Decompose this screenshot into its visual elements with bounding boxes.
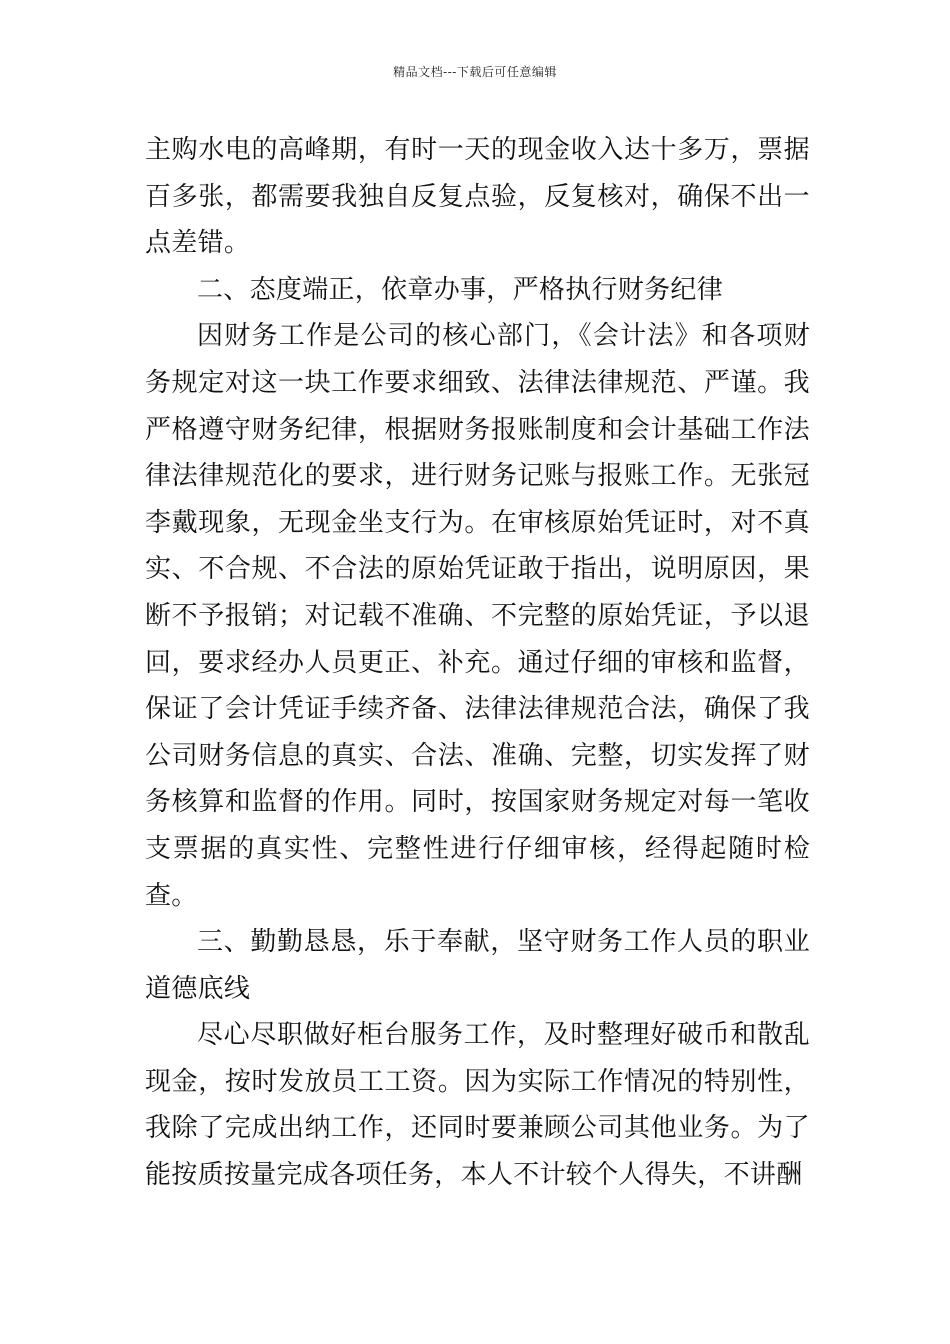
body-paragraph: 尽心尽职做好柜台服务工作，及时整理好破币和散乱现金，按时发放员工工资。因为实际工作情况的特别性，我除了完成出纳工作，还同时要兼顾公司其他业务。为了能按质按量完成各项任务，本人不计较个人得失，不讲酬 bbox=[145, 1020, 810, 1191]
section-heading: 三、勤勤恳恳，乐于奉献，坚守财务工作人员的职业道德底线 bbox=[145, 927, 810, 1004]
body-paragraph: 因财务工作是公司的核心部门，《会计法》和各项财务规定对这一块工作要求细致、法律法律规范、严谨。我严格遵守财务纪律，根据财务报账制度和会计基础工作法律法律规范化的要求，进行财务记账与报账工作。无张冠李戴现象，无现金坐支行为。在审核原始凭证时，对不真实、不合规、不合法的原始凭证敢于指出，说明原因，果断不予报销；对记载不准确、不完整的原始凭证，予以退回，要求经办人员更正、补充。通过仔细的审核和监督，保证了会计凭证手续齐备、法律法律规范合法，确保了我公司财务信息的真实、合法、准确、完整，切实发挥了财务核算和监督的作用。同时，按国家财务规定对每一笔收支票据的真实性、完整性进行仔细审核，经得起随时检查。 bbox=[145, 321, 810, 911]
document-body bbox=[145, 127, 810, 1199]
body-paragraph: 主购水电的高峰期，有时一天的现金收入达十多万，票据百多张，都需要我独自反复点验，反复核对，确保不出一点差错。 bbox=[145, 135, 810, 259]
page-header: 精品文档---下载后可任意编辑 bbox=[393, 65, 557, 79]
section-heading: 二、态度端正，依章办事，严格执行财务纪律 bbox=[197, 274, 724, 305]
